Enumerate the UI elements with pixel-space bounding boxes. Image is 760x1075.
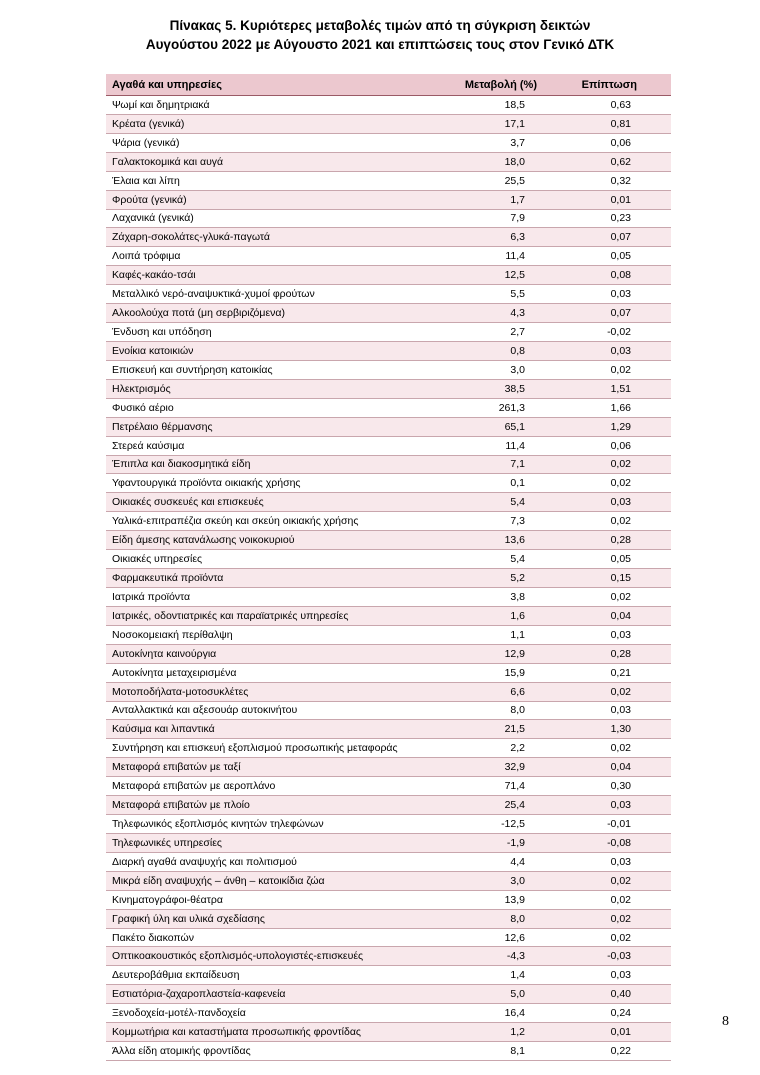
change-percent-cell: 11,4 xyxy=(436,436,561,455)
table-row xyxy=(106,871,671,890)
impact-cell: 1,51 xyxy=(561,379,671,398)
table-body xyxy=(106,96,671,1061)
table-row xyxy=(106,228,671,247)
item-name-cell: Ξενοδοχεία-μοτέλ-πανδοχεία xyxy=(106,1004,436,1023)
impact-cell: 0,30 xyxy=(561,777,671,796)
item-name-cell: Τηλεφωνικές υπηρεσίες xyxy=(106,833,436,852)
table-row xyxy=(106,247,671,266)
change-percent-cell: 8,0 xyxy=(436,909,561,928)
change-percent-cell: 8,1 xyxy=(436,1042,561,1061)
change-percent-cell: 7,1 xyxy=(436,455,561,474)
table-row xyxy=(106,285,671,304)
item-name-cell: Μικρά είδη αναψυχής – άνθη – κατοικίδια ζώα xyxy=(106,871,436,890)
table-row xyxy=(106,398,671,417)
change-percent-cell: 1,6 xyxy=(436,606,561,625)
item-name-cell: Δευτεροβάθμια εκπαίδευση xyxy=(106,966,436,985)
change-percent-cell: 16,4 xyxy=(436,1004,561,1023)
item-name-cell: Οπτικοακουστικός εξοπλισμός-υπολογιστές-επισκευές xyxy=(106,947,436,966)
item-name-cell: Καύσιμα και λιπαντικά xyxy=(106,720,436,739)
item-name-cell: Κινηματογράφοι-θέατρα xyxy=(106,890,436,909)
table-row xyxy=(106,1042,671,1061)
change-percent-cell: 3,0 xyxy=(436,360,561,379)
change-percent-cell: 71,4 xyxy=(436,777,561,796)
table-row xyxy=(106,1004,671,1023)
impact-cell: 0,01 xyxy=(561,190,671,209)
change-percent-cell: 8,0 xyxy=(436,701,561,720)
item-name-cell: Νοσοκομειακή περίθαλψη xyxy=(106,625,436,644)
impact-cell: 0,32 xyxy=(561,171,671,190)
item-name-cell: Οικιακές συσκευές και επισκευές xyxy=(106,493,436,512)
change-percent-cell: 7,3 xyxy=(436,512,561,531)
item-name-cell: Λοιπά τρόφιμα xyxy=(106,247,436,266)
item-name-cell: Κομμωτήρια και καταστήματα προσωπικής φροντίδας xyxy=(106,1023,436,1042)
item-name-cell: Οικιακές υπηρεσίες xyxy=(106,550,436,569)
table-row xyxy=(106,569,671,588)
impact-cell: 0,07 xyxy=(561,304,671,323)
change-percent-cell: 1,7 xyxy=(436,190,561,209)
impact-cell: 0,08 xyxy=(561,266,671,285)
change-percent-cell: 5,2 xyxy=(436,569,561,588)
impact-cell: 0,01 xyxy=(561,1023,671,1042)
item-name-cell: Γραφική ύλη και υλικά σχεδίασης xyxy=(106,909,436,928)
change-percent-cell: -4,3 xyxy=(436,947,561,966)
impact-cell: 0,03 xyxy=(561,341,671,360)
header-impact: Επίπτωση xyxy=(561,74,671,96)
item-name-cell: Έπιπλα και διακοσμητικά είδη xyxy=(106,455,436,474)
change-percent-cell: 1,2 xyxy=(436,1023,561,1042)
table-row xyxy=(106,114,671,133)
item-name-cell: Φρούτα (γενικά) xyxy=(106,190,436,209)
impact-cell: 0,03 xyxy=(561,852,671,871)
item-name-cell: Ψωμί και δημητριακά xyxy=(106,96,436,115)
table-row xyxy=(106,966,671,985)
table-row xyxy=(106,341,671,360)
item-name-cell: Ιατρικά προϊόντα xyxy=(106,587,436,606)
item-name-cell: Καφές-κακάο-τσάι xyxy=(106,266,436,285)
item-name-cell: Ζάχαρη-σοκολάτες-γλυκά-παγωτά xyxy=(106,228,436,247)
table-row xyxy=(106,209,671,228)
item-name-cell: Λαχανικά (γενικά) xyxy=(106,209,436,228)
item-name-cell: Είδη άμεσης κατανάλωσης νοικοκυριού xyxy=(106,531,436,550)
table-row xyxy=(106,417,671,436)
impact-cell: 0,63 xyxy=(561,96,671,115)
change-percent-cell: 1,1 xyxy=(436,625,561,644)
item-name-cell: Γαλακτοκομικά και αυγά xyxy=(106,152,436,171)
table-row xyxy=(106,890,671,909)
change-percent-cell: 261,3 xyxy=(436,398,561,417)
table-title-line-2: Αυγούστου 2022 με Αύγουστο 2021 και επιπτώσεις τους στον Γενικό ΔΤΚ xyxy=(145,37,615,52)
table-row xyxy=(106,587,671,606)
impact-cell: 0,03 xyxy=(561,285,671,304)
table-row xyxy=(106,474,671,493)
page-number: 8 xyxy=(722,1014,729,1029)
impact-cell: 0,02 xyxy=(561,890,671,909)
impact-cell: -0,02 xyxy=(561,323,671,342)
change-percent-cell: 5,4 xyxy=(436,493,561,512)
item-name-cell: Συντήρηση και επισκευή εξοπλισμού προσωπικής μεταφοράς xyxy=(106,739,436,758)
item-name-cell: Ανταλλακτικά και αξεσουάρ αυτοκινήτου xyxy=(106,701,436,720)
item-name-cell: Διαρκή αγαθά αναψυχής και πολιτισμού xyxy=(106,852,436,871)
item-name-cell: Υφαντουργικά προϊόντα οικιακής χρήσης xyxy=(106,474,436,493)
change-percent-cell: 5,5 xyxy=(436,285,561,304)
header-change-percent: Μεταβολή (%) xyxy=(436,74,561,96)
impact-cell: 0,15 xyxy=(561,569,671,588)
table-title xyxy=(0,16,760,54)
impact-cell: 0,02 xyxy=(561,360,671,379)
item-name-cell: Μεταφορά επιβατών με πλοίο xyxy=(106,796,436,815)
item-name-cell: Μεταφορά επιβατών με αεροπλάνο xyxy=(106,777,436,796)
change-percent-cell: 4,4 xyxy=(436,852,561,871)
impact-cell: 0,62 xyxy=(561,152,671,171)
item-name-cell: Πετρέλαιο θέρμανσης xyxy=(106,417,436,436)
change-percent-cell: 13,6 xyxy=(436,531,561,550)
table-row xyxy=(106,133,671,152)
impact-cell: -0,03 xyxy=(561,947,671,966)
price-changes-table xyxy=(106,74,671,1061)
table-row xyxy=(106,531,671,550)
change-percent-cell: 6,3 xyxy=(436,228,561,247)
item-name-cell: Εστιατόρια-ζαχαροπλαστεία-καφενεία xyxy=(106,985,436,1004)
impact-cell: 0,02 xyxy=(561,587,671,606)
impact-cell: 0,06 xyxy=(561,436,671,455)
impact-cell: 0,28 xyxy=(561,644,671,663)
header-goods-services: Αγαθά και υπηρεσίες xyxy=(106,74,436,96)
item-name-cell: Φυσικό αέριο xyxy=(106,398,436,417)
table-row xyxy=(106,739,671,758)
item-name-cell: Άλλα είδη ατομικής φροντίδας xyxy=(106,1042,436,1061)
table-row xyxy=(106,644,671,663)
table-row xyxy=(106,815,671,834)
change-percent-cell: 1,4 xyxy=(436,966,561,985)
change-percent-cell: 5,0 xyxy=(436,985,561,1004)
impact-cell: 0,24 xyxy=(561,1004,671,1023)
table-row xyxy=(106,928,671,947)
item-name-cell: Ψάρια (γενικά) xyxy=(106,133,436,152)
impact-cell: 0,05 xyxy=(561,247,671,266)
change-percent-cell: 25,5 xyxy=(436,171,561,190)
impact-cell: 0,40 xyxy=(561,985,671,1004)
table-row xyxy=(106,171,671,190)
table-row xyxy=(106,796,671,815)
impact-cell: 0,02 xyxy=(561,928,671,947)
table-row xyxy=(106,152,671,171)
impact-cell: 0,21 xyxy=(561,663,671,682)
impact-cell: 0,03 xyxy=(561,625,671,644)
table-row xyxy=(106,436,671,455)
impact-cell: 0,23 xyxy=(561,209,671,228)
impact-cell: 0,28 xyxy=(561,531,671,550)
change-percent-cell: 11,4 xyxy=(436,247,561,266)
item-name-cell: Ιατρικές, οδοντιατρικές και παραϊατρικές υπηρεσίες xyxy=(106,606,436,625)
impact-cell: 0,02 xyxy=(561,739,671,758)
table-row xyxy=(106,625,671,644)
table-row xyxy=(106,266,671,285)
item-name-cell: Φαρμακευτικά προϊόντα xyxy=(106,569,436,588)
impact-cell: -0,01 xyxy=(561,815,671,834)
table-row xyxy=(106,550,671,569)
table-row xyxy=(106,379,671,398)
table-row xyxy=(106,758,671,777)
impact-cell: 0,07 xyxy=(561,228,671,247)
impact-cell: 0,02 xyxy=(561,512,671,531)
change-percent-cell: 3,8 xyxy=(436,587,561,606)
table-row xyxy=(106,96,671,115)
change-percent-cell: -12,5 xyxy=(436,815,561,834)
impact-cell: 0,05 xyxy=(561,550,671,569)
change-percent-cell: 25,4 xyxy=(436,796,561,815)
change-percent-cell: 0,8 xyxy=(436,341,561,360)
change-percent-cell: 5,4 xyxy=(436,550,561,569)
table-row xyxy=(106,947,671,966)
impact-cell: 1,30 xyxy=(561,720,671,739)
table-row xyxy=(106,512,671,531)
change-percent-cell: 15,9 xyxy=(436,663,561,682)
impact-cell: 0,02 xyxy=(561,871,671,890)
item-name-cell: Πακέτο διακοπών xyxy=(106,928,436,947)
impact-cell: 0,03 xyxy=(561,493,671,512)
change-percent-cell: 4,3 xyxy=(436,304,561,323)
impact-cell: 0,02 xyxy=(561,474,671,493)
impact-cell: 1,66 xyxy=(561,398,671,417)
impact-cell: 0,02 xyxy=(561,909,671,928)
impact-cell: 0,03 xyxy=(561,701,671,720)
item-name-cell: Ένδυση και υπόδηση xyxy=(106,323,436,342)
table-row xyxy=(106,1023,671,1042)
change-percent-cell: 12,9 xyxy=(436,644,561,663)
change-percent-cell: 13,9 xyxy=(436,890,561,909)
item-name-cell: Αυτοκίνητα μεταχειρισμένα xyxy=(106,663,436,682)
table-row xyxy=(106,304,671,323)
item-name-cell: Ηλεκτρισμός xyxy=(106,379,436,398)
impact-cell: 0,22 xyxy=(561,1042,671,1061)
change-percent-cell: 17,1 xyxy=(436,114,561,133)
table-row xyxy=(106,493,671,512)
change-percent-cell: 18,0 xyxy=(436,152,561,171)
item-name-cell: Τηλεφωνικός εξοπλισμός κινητών τηλεφώνων xyxy=(106,815,436,834)
item-name-cell: Αυτοκίνητα καινούργια xyxy=(106,644,436,663)
change-percent-cell: 2,2 xyxy=(436,739,561,758)
impact-cell: 0,04 xyxy=(561,758,671,777)
change-percent-cell: 0,1 xyxy=(436,474,561,493)
change-percent-cell: 3,7 xyxy=(436,133,561,152)
table-row xyxy=(106,455,671,474)
impact-cell: -0,08 xyxy=(561,833,671,852)
change-percent-cell: 18,5 xyxy=(436,96,561,115)
table-row xyxy=(106,777,671,796)
change-percent-cell: 38,5 xyxy=(436,379,561,398)
item-name-cell: Ενοίκια κατοικιών xyxy=(106,341,436,360)
table-row xyxy=(106,190,671,209)
impact-cell: 1,29 xyxy=(561,417,671,436)
impact-cell: 0,02 xyxy=(561,682,671,701)
table-title-line-1: Πίνακας 5. Κυριότερες μεταβολές τιμών από τη σύγκριση δεικτών xyxy=(169,18,591,33)
item-name-cell: Αλκοολούχα ποτά (μη σερβιριζόμενα) xyxy=(106,304,436,323)
change-percent-cell: 7,9 xyxy=(436,209,561,228)
item-name-cell: Μεταλλικό νερό-αναψυκτικά-χυμοί φρούτων xyxy=(106,285,436,304)
table-row xyxy=(106,682,671,701)
item-name-cell: Μοτοποδήλατα-μοτοσυκλέτες xyxy=(106,682,436,701)
change-percent-cell: 2,7 xyxy=(436,323,561,342)
table-row xyxy=(106,720,671,739)
impact-cell: 0,03 xyxy=(561,966,671,985)
item-name-cell: Μεταφορά επιβατών με ταξί xyxy=(106,758,436,777)
change-percent-cell: 65,1 xyxy=(436,417,561,436)
table-row xyxy=(106,701,671,720)
change-percent-cell: 21,5 xyxy=(436,720,561,739)
item-name-cell: Στερεά καύσιμα xyxy=(106,436,436,455)
table-row xyxy=(106,606,671,625)
table-row xyxy=(106,909,671,928)
table-row xyxy=(106,360,671,379)
change-percent-cell: 12,6 xyxy=(436,928,561,947)
impact-cell: 0,02 xyxy=(561,455,671,474)
change-percent-cell: 12,5 xyxy=(436,266,561,285)
item-name-cell: Υαλικά-επιτραπέζια σκεύη και σκεύη οικιακής χρήσης xyxy=(106,512,436,531)
table-header-row xyxy=(106,74,671,96)
item-name-cell: Έλαια και λίπη xyxy=(106,171,436,190)
table-row xyxy=(106,852,671,871)
impact-cell: 0,06 xyxy=(561,133,671,152)
item-name-cell: Κρέατα (γενικά) xyxy=(106,114,436,133)
change-percent-cell: -1,9 xyxy=(436,833,561,852)
table-row xyxy=(106,833,671,852)
impact-cell: 0,81 xyxy=(561,114,671,133)
impact-cell: 0,04 xyxy=(561,606,671,625)
table-row xyxy=(106,985,671,1004)
change-percent-cell: 6,6 xyxy=(436,682,561,701)
change-percent-cell: 32,9 xyxy=(436,758,561,777)
item-name-cell: Επισκευή και συντήρηση κατοικίας xyxy=(106,360,436,379)
impact-cell: 0,03 xyxy=(561,796,671,815)
table-row xyxy=(106,663,671,682)
change-percent-cell: 3,0 xyxy=(436,871,561,890)
table-row xyxy=(106,323,671,342)
